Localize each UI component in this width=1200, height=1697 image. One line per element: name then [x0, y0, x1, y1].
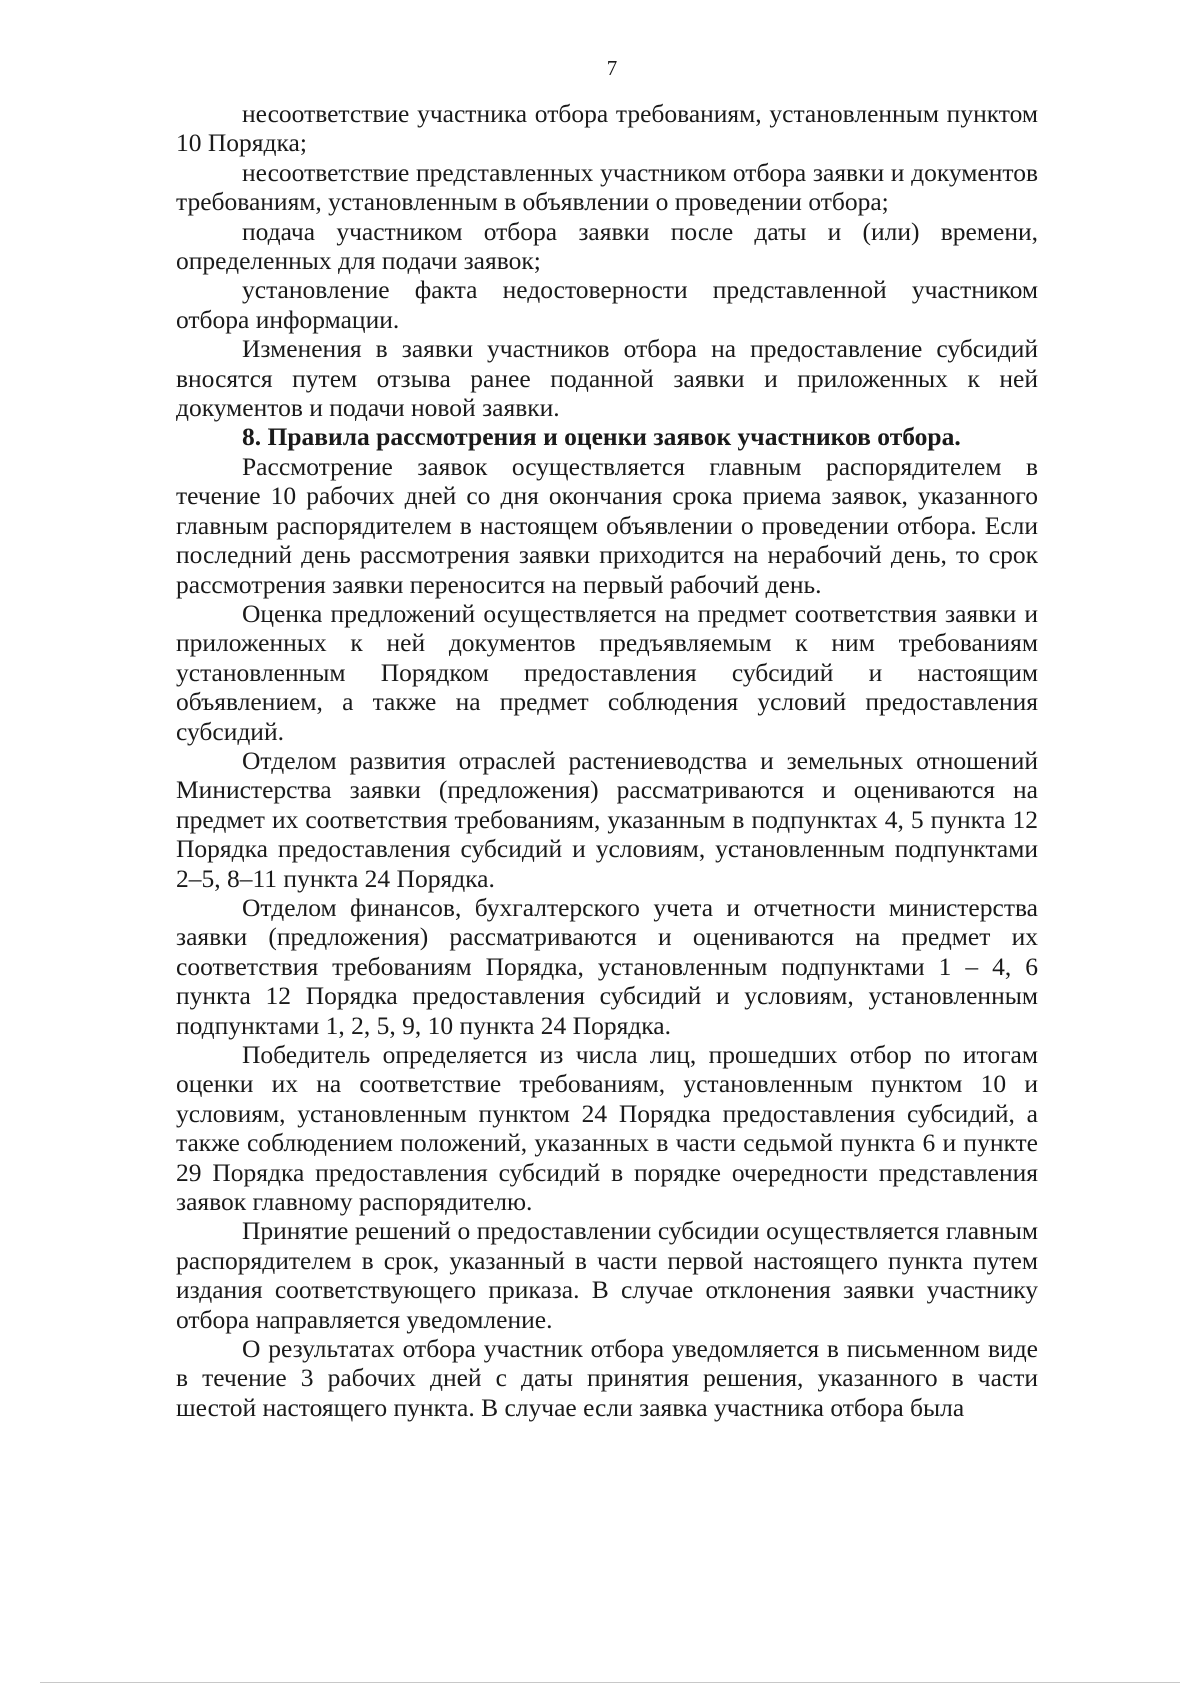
section-heading: 8. Правила рассмотрения и оценки заявок участников отбора. — [242, 422, 961, 452]
paragraph: О результатах отбора участник отбора уведомляется в письменном виде в течение 3 рабочих дней с даты принятия решения, указанного в части шестой настоящего пункта. В случае если заявка участника отбора была — [176, 1334, 1038, 1422]
paragraph: подача участником отбора заявки после даты и (или) времени, определенных для подачи заявок; — [176, 216, 1038, 276]
page-number: 7 — [606, 56, 618, 80]
paragraph: Оценка предложений осуществляется на предмет соответствия заявки и приложенных к ней документов предъявляемым к ним требованиям установленным Порядком предоставления субсидий и настоящим объявлением, а также на предмет соблюдения условий предоставления субсидий. — [176, 598, 1038, 746]
document-page — [176, 56, 1038, 1656]
paragraph: несоответствие участника отбора требованиям, установленным пунктом 10 Порядка; — [176, 99, 1038, 158]
paragraph: Отделом развития отраслей растениеводства и земельных отношений Министерства заявки (предложения) рассматриваются и оцениваются на предмет их соответствия требованиям, указанным в подпунктах 4, 5 пункта 12 Порядка предоставления субсидий и условиям, установленным подпунктами 2–5, 8–11 пункта 24 Порядка. — [176, 745, 1038, 893]
paragraph: Отделом финансов, бухгалтерского учета и отчетности министерства заявки (предложения) рассматриваются и оцениваются на предмет их соответствия требованиям Порядка, установленным подпунктами 1 – 4, 6 пункта 12 Порядка предоставления субсидий и условиям, установленным подпунктами 1, 2, 5, 9, 10 пункта 24 Порядка. — [176, 892, 1038, 1040]
paragraph: Принятие решений о предоставлении субсидии осуществляется главным распорядителем в срок, указанный в части первой настоящего пункта путем издания соответствующего приказа. В случае отклонения заявки участнику отбора направляется уведомление. — [176, 1216, 1038, 1334]
paragraph: Рассмотрение заявок осуществляется главным распорядителем в течение 10 рабочих дней со дня окончания срока приема заявок, указанного главным распорядителем в настоящем объявлении о проведении отбора. Если последний день рассмотрения заявки приходится на нерабочий день, то срок рассмотрения заявки переносится на первый рабочий день. — [176, 451, 1038, 599]
paragraph: установление факта недостоверности представленной участником отбора информации. — [176, 275, 1038, 334]
paragraph: Изменения в заявки участников отбора на предоставление субсидий вносятся путем отзыва ранее поданной заявки и приложенных к ней документов и подачи новой заявки. — [176, 334, 1038, 423]
document-body — [176, 99, 1038, 1422]
scan-edge-line — [40, 1682, 1180, 1683]
paragraph: несоответствие представленных участником отбора заявки и документов требованиям, установленным в объявлении о проведении отбора; — [176, 157, 1038, 217]
paragraph: Победитель определяется из числа лиц, прошедших отбор по итогам оценки их на соответствие требованиям, установленным пунктом 10 и условиям, установленным пунктом 24 Порядка предоставления субсидий, а также соблюдением положений, указанных в части седьмой пункта 6 и пункте 29 Порядка предоставления субсидий в порядке очередности представления заявок главному распорядителю. — [176, 1040, 1038, 1217]
